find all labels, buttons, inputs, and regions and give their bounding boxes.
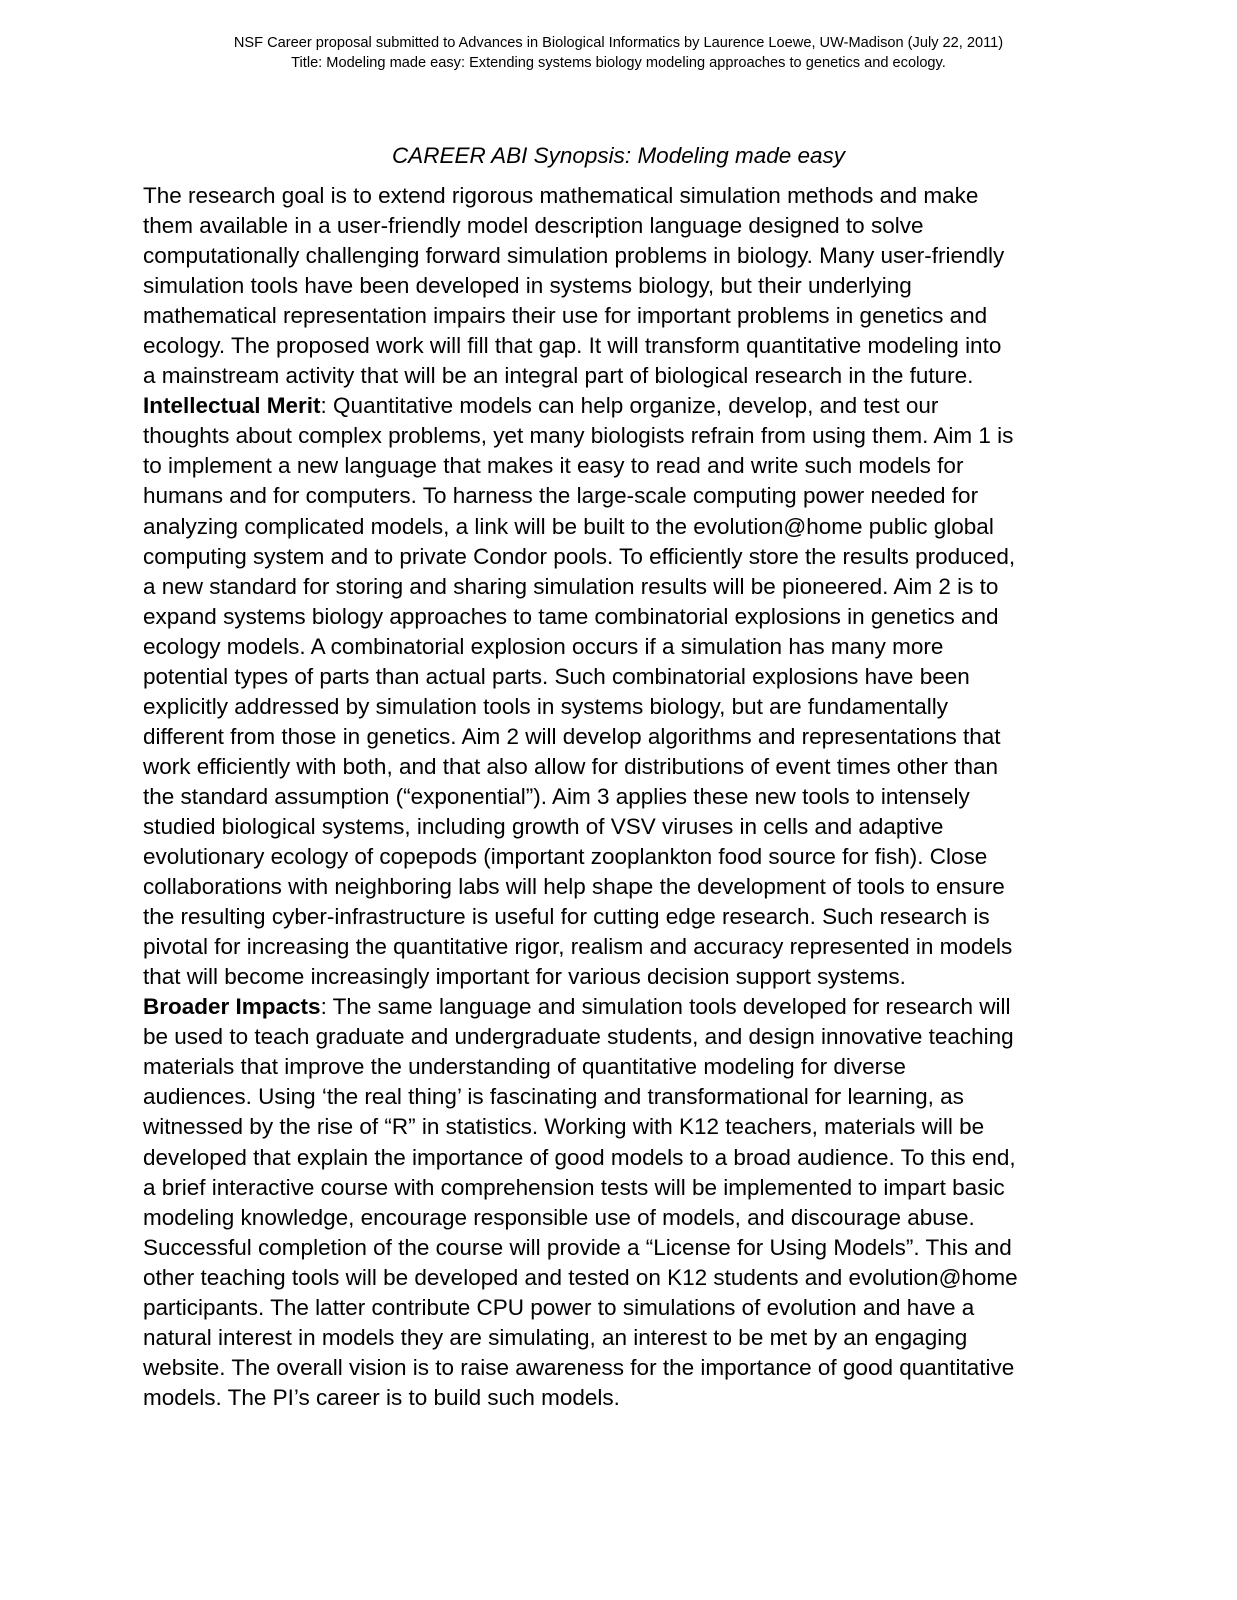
broader-impacts-line: developed that explain the importance of good models to a broad audience. To this end, — [143, 1144, 1016, 1170]
broader-impacts-line: models. The PI’s career is to build such models. — [143, 1384, 620, 1410]
intellectual-merit-line: analyzing complicated models, a link will be built to the evolution@home public global — [143, 513, 994, 539]
broader-impacts-line: modeling knowledge, encourage responsible use of models, and discourage abuse. — [143, 1204, 975, 1230]
intellectual-merit-line: pivotal for increasing the quantitative rigor, realism and accuracy represented in models — [143, 934, 1013, 960]
broader-impacts-line: participants. The latter contribute CPU power to simulations of evolution and have a — [143, 1294, 975, 1320]
intellectual-merit-line: different from those in genetics. Aim 2 will develop algorithms and representations that — [143, 723, 1001, 749]
intellectual-merit-line: studied biological systems, including growth of VSV viruses in cells and adaptive — [143, 813, 944, 839]
intellectual-merit-line: thoughts about complex problems, yet many biologists refrain from using them. Aim 1 is — [143, 423, 1014, 449]
intellectual-merit-line: potential types of parts than actual parts. Such combinatorial explosions have been — [143, 663, 970, 689]
broader-impacts-line: a brief interactive course with comprehension tests will be implemented to impart basic — [143, 1174, 1005, 1200]
research-goal-line: mathematical representation impairs their use for important problems in genetics and — [143, 303, 988, 329]
intellectual-merit-line: the resulting cyber-infrastructure is useful for cutting edge research. Such research is — [143, 904, 990, 930]
intellectual-merit-line: computing system and to private Condor pools. To efficiently store the results produced, — [143, 543, 1016, 569]
intellectual-merit-line: expand systems biology approaches to tame combinatorial explosions in genetics and — [143, 603, 999, 629]
document-header — [0, 33, 1237, 73]
intellectual-merit-line: work efficiently with both, and that also allow for distributions of event times other than — [143, 753, 999, 779]
header-line-proposal: NSF Career proposal submitted to Advances in Biological Informatics by Laurence Loewe, UW-Madison (July 22, 2011) — [233, 35, 1004, 51]
intellectual-merit-line: the standard assumption (“exponential”). Aim 3 applies these new tools to intensely — [143, 783, 970, 809]
broader-impacts-line: website. The overall vision is to raise awareness for the importance of good quantitative — [143, 1354, 1015, 1380]
intellectual-merit-heading: Intellectual Merit — [143, 393, 321, 419]
broader-impacts-line: Successful completion of the course will provide a “License for Using Models”. This and — [143, 1234, 1012, 1260]
intellectual-merit-line: collaborations with neighboring labs will help shape the development of tools to ensure — [143, 874, 1005, 900]
intellectual-merit-line: explicitly addressed by simulation tools in systems biology, but are fundamentally — [143, 693, 948, 719]
header-line-title: Title: Modeling made easy: Extending systems biology modeling approaches to genetics and ecology. — [291, 55, 946, 71]
research-goal-line: a mainstream activity that will be an integral part of biological research in the future. — [143, 363, 974, 389]
intellectual-merit-line: to implement a new language that makes it easy to read and write such models for — [143, 453, 964, 479]
research-goal-line: ecology. The proposed work will fill that gap. It will transform quantitative modeling into — [143, 333, 1002, 359]
broader-impacts-line: other teaching tools will be developed and tested on K12 students and evolution@home — [143, 1264, 1018, 1290]
intellectual-merit-line: ecology models. A combinatorial explosion occurs if a simulation has many more — [143, 633, 944, 659]
intellectual-merit-line: evolutionary ecology of copepods (important zooplankton food source for fish). Close — [143, 844, 988, 870]
intellectual-merit-lead: : Quantitative models can help organize, develop, and test our — [320, 393, 939, 419]
intellectual-merit-line: a new standard for storing and sharing simulation results will be pioneered. Aim 2 is to — [143, 573, 999, 599]
intellectual-merit-line: that will become increasingly important for various decision support systems. — [143, 964, 906, 990]
synopsis-body — [143, 181, 1103, 1413]
broader-impacts-first-line — [143, 992, 1103, 1022]
broader-impacts-line: natural interest in models they are simulating, an interest to be met by an engaging — [143, 1324, 968, 1350]
research-goal-line: simulation tools have been developed in systems biology, but their underlying — [143, 273, 912, 299]
intellectual-merit-first-line — [143, 391, 1103, 421]
broader-impacts-line: materials that improve the understanding of quantitative modeling for diverse — [143, 1054, 906, 1080]
broader-impacts-heading: Broader Impacts — [143, 994, 321, 1020]
research-goal-line: The research goal is to extend rigorous mathematical simulation methods and make — [143, 183, 979, 208]
research-goal-line: them available in a user-friendly model description language designed to solve — [143, 213, 924, 239]
broader-impacts-lead: : The same language and simulation tools developed for research will — [320, 994, 1011, 1020]
research-goal-line: computationally challenging forward simulation problems in biology. Many user-friendly — [143, 243, 1005, 269]
intellectual-merit-line: humans and for computers. To harness the large-scale computing power needed for — [143, 483, 979, 509]
broader-impacts-line: audiences. Using ‘the real thing’ is fascinating and transformational for learning, as — [143, 1084, 964, 1110]
broader-impacts-line: be used to teach graduate and undergraduate students, and design innovative teaching — [143, 1024, 1014, 1050]
broader-impacts-line: witnessed by the rise of “R” in statistics. Working with K12 teachers, materials will be — [143, 1114, 985, 1140]
page-title: CAREER ABI Synopsis: Modeling made easy — [391, 143, 846, 168]
